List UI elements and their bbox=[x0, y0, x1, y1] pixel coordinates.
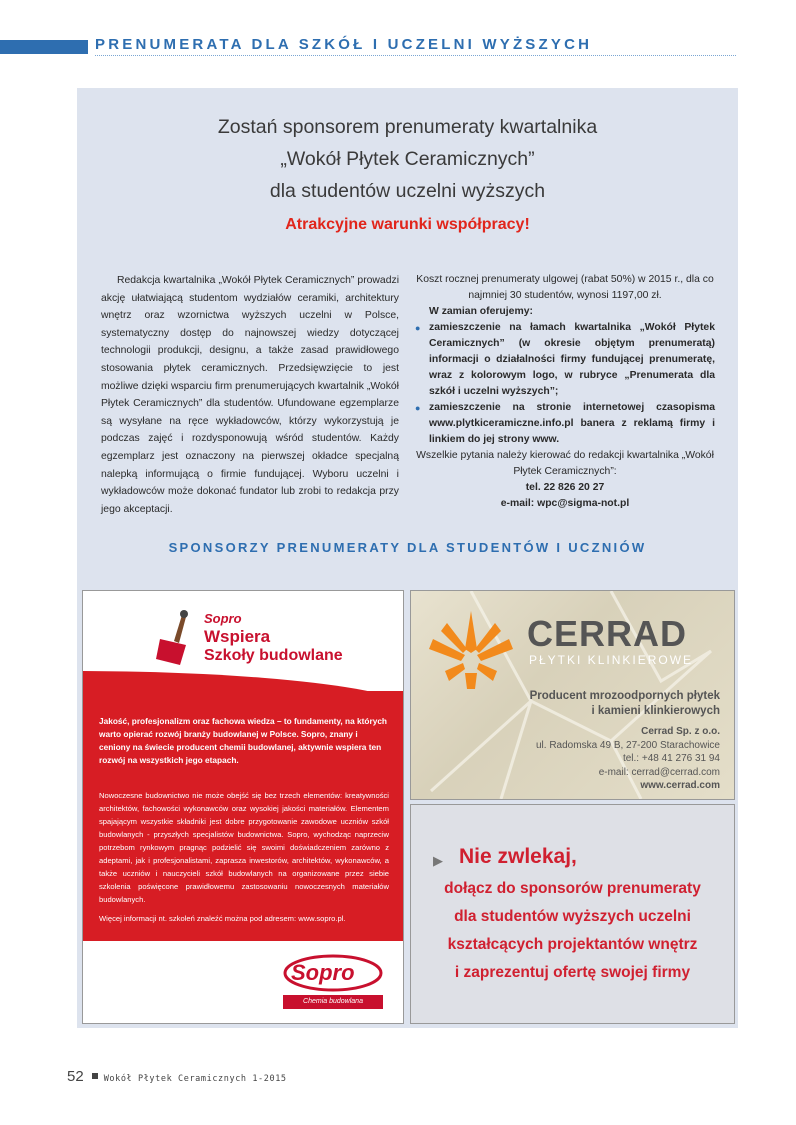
invitation-line-3: kształcących projektantów wnętrz bbox=[447, 936, 698, 953]
offer-list bbox=[415, 320, 715, 448]
cerrad-address: ul. Radomska 49 B, 27-200 Starachowice bbox=[536, 739, 720, 751]
cerrad-product-line-1: Producent mrozoodpornych płytek bbox=[529, 690, 720, 702]
section-title: PRENUMERATA DLA SZKÓŁ I UCZELNI WYŻSZYCH bbox=[95, 36, 593, 53]
offer-item: ● zamieszczenie na łamach kwartalnika „Wokół Płytek Ceramicznych” (w okresie objętym prenumeratą) informacji o działalności firmy fundującej prenumeratę, wraz z kolorowym logo, w rubryce „Prenumerata dla szkół i uczelni wyższych”; bbox=[415, 320, 715, 400]
cerrad-logo-text: CERRAD bbox=[527, 613, 688, 654]
page-number: 52 bbox=[67, 1068, 84, 1085]
sopro-szkoly: Szkoły budowlane bbox=[204, 647, 343, 664]
invitation-title: Nie zwlekaj, bbox=[459, 845, 577, 868]
cerrad-phone: tel.: +48 41 276 31 94 bbox=[622, 753, 720, 764]
sopro-logo bbox=[156, 609, 343, 669]
headline-line-3: dla studentów uczelni wyższych bbox=[269, 180, 546, 202]
cerrad-company: Cerrad Sp. z o.o. bbox=[641, 726, 720, 737]
sopro-wspiera: Wspiera bbox=[204, 627, 271, 646]
headline-line-1: Zostań sponsorem prenumeraty kwartalnika bbox=[217, 116, 598, 138]
cerrad-product-line-2: i kamieni klinkierowych bbox=[591, 705, 720, 717]
headline-line-2: „Wokół Płytek Ceramicznych” bbox=[280, 148, 535, 170]
sopro-paragraph-3: Więcej informacji nt. szkoleń znaleźć można pod adresem: www.sopro.pl. bbox=[99, 914, 346, 923]
sponsors-title: SPONSORZY PRENUMERATY DLA STUDENTÓW I UCZNIÓW bbox=[168, 540, 647, 555]
invitation-line-2: dla studentów wyższych uczelni bbox=[454, 908, 691, 925]
invitation-text bbox=[411, 875, 734, 987]
sopro-bottom-logo: Sopro bbox=[291, 960, 355, 985]
sopro-paragraph-1: Jakość, profesjonalizm oraz fachowa wiedza – to fundamenty, na których warto opierać rozwój branży budowlanej w Polsce. Sopro, znany i ceniony na świecie producent chemii budowlanej, aktywnie wspiera ten rozwój na wszystkich jego etapach. bbox=[99, 716, 388, 765]
square-bullet-icon bbox=[92, 1073, 98, 1079]
right-column bbox=[415, 272, 715, 512]
questions-text: Wszelkie pytania należy kierować do redakcji kwartalnika „Wokół Płytek Ceramicznych”: bbox=[416, 450, 714, 477]
invitation-line-1: dołącz do sponsorów prenumeraty bbox=[444, 880, 701, 897]
page-footer bbox=[67, 1068, 287, 1085]
cerrad-leaf-logo-icon bbox=[425, 609, 517, 691]
sopro-small-logo: Sopro bbox=[204, 611, 242, 626]
sopro-chemia-label: Chemia budowlana bbox=[283, 995, 383, 1009]
sponsor-invitation-box bbox=[410, 804, 735, 1024]
left-column-text: Redakcja kwartalnika „Wokół Płytek Ceramicznych” prowadzi akcję ułatwiającą studentom wydziałów ceramiki, architektury wnętrz oraz wzornictwa wyższych uczelni w Polsce, systematyczny dostęp do najnowszej wiedzy dotyczącej technologii produkcji, designu, a także zasad prawidłowego stosowania płytek ceramicznych. Przedsięwzięcie to jest możliwe dzięki wsparciu firm prenumerujących kwartalnik „Wokół Płytek Ceramicznych” dla studentów. Ufundowane egzemplarze są wysyłane na ręce wykładowców, którzy wykorzystują je podczas zajęć i rozdysponowują wśród studentów. Każdy egzemplarz jest oznaczony na pierwszej okładce specjalną nalepką informującą o firmie fundującej. Wyboru uczelni i wykładowców może dokonać fundator lub zrobi to redakcja przy jego akceptacji. bbox=[101, 275, 399, 515]
price-info: Koszt rocznej prenumeraty ulgowej (rabat 50%) w 2015 r., dla co najmniej 30 studentów, wynosi 1197,00 zł. bbox=[416, 274, 714, 301]
cerrad-website[interactable]: www.cerrad.com bbox=[640, 780, 720, 791]
sopro-paragraph-2: Nowoczesne budownictwo nie może obejść się bez trzech elementów: kreatywności architektów, fachowości wykonawców oraz wysokiej jakości materiałów. Elementem spajającym wszystkie składniki jest dobre przygotowanie zawodowe uczniów szkół budowlanych - przyszłych specjalistów budownictwa. Sopro, wychodząc naprzeciw potrzebom rynkowym pragnąc podzielić się swoimi doświadczeniem zarówno z adeptami, jak i profesjonalistami, zaprasza inwestorów, architektów, wykonawców, a także uczniów i nauczycieli szkół budowlanych na organizowane przez siebie szkolenia poświęcone prawidłowemu zastosowaniu nowoczesnych materiałów budowlanych. bbox=[99, 791, 389, 904]
offer-item: ● zamieszczenie na stronie internetowej czasopisma www.plytkiceramiczne.info.pl banera z reklamą firmy i linkiem do jej strony www. bbox=[415, 400, 715, 448]
cerrad-product-info bbox=[530, 689, 720, 719]
header-divider bbox=[95, 55, 736, 56]
sopro-ad[interactable] bbox=[82, 590, 404, 1024]
email-address[interactable]: e-mail: wpc@sigma-not.pl bbox=[500, 498, 630, 509]
cerrad-contact bbox=[536, 725, 720, 793]
offer-heading: W zamian oferujemy: bbox=[429, 306, 533, 317]
cerrad-email[interactable]: e-mail: cerrad@cerrad.com bbox=[598, 766, 720, 778]
play-arrow-icon: ▶ bbox=[433, 853, 443, 868]
publication-name: Wokół Płytek Ceramicznych 1-2015 bbox=[103, 1074, 287, 1084]
trowel-icon bbox=[156, 609, 196, 667]
cta-heading: Atrakcyjne warunki współpracy! bbox=[285, 216, 530, 233]
header-accent-bar bbox=[0, 40, 88, 54]
phone-number: tel. 22 826 20 27 bbox=[525, 482, 605, 493]
cerrad-subtitle: PŁYTKI KLINKIEROWE bbox=[529, 653, 694, 667]
invitation-line-4: i zaprezentuj ofertę swojej firmy bbox=[454, 964, 691, 981]
cerrad-ad[interactable] bbox=[410, 590, 735, 800]
